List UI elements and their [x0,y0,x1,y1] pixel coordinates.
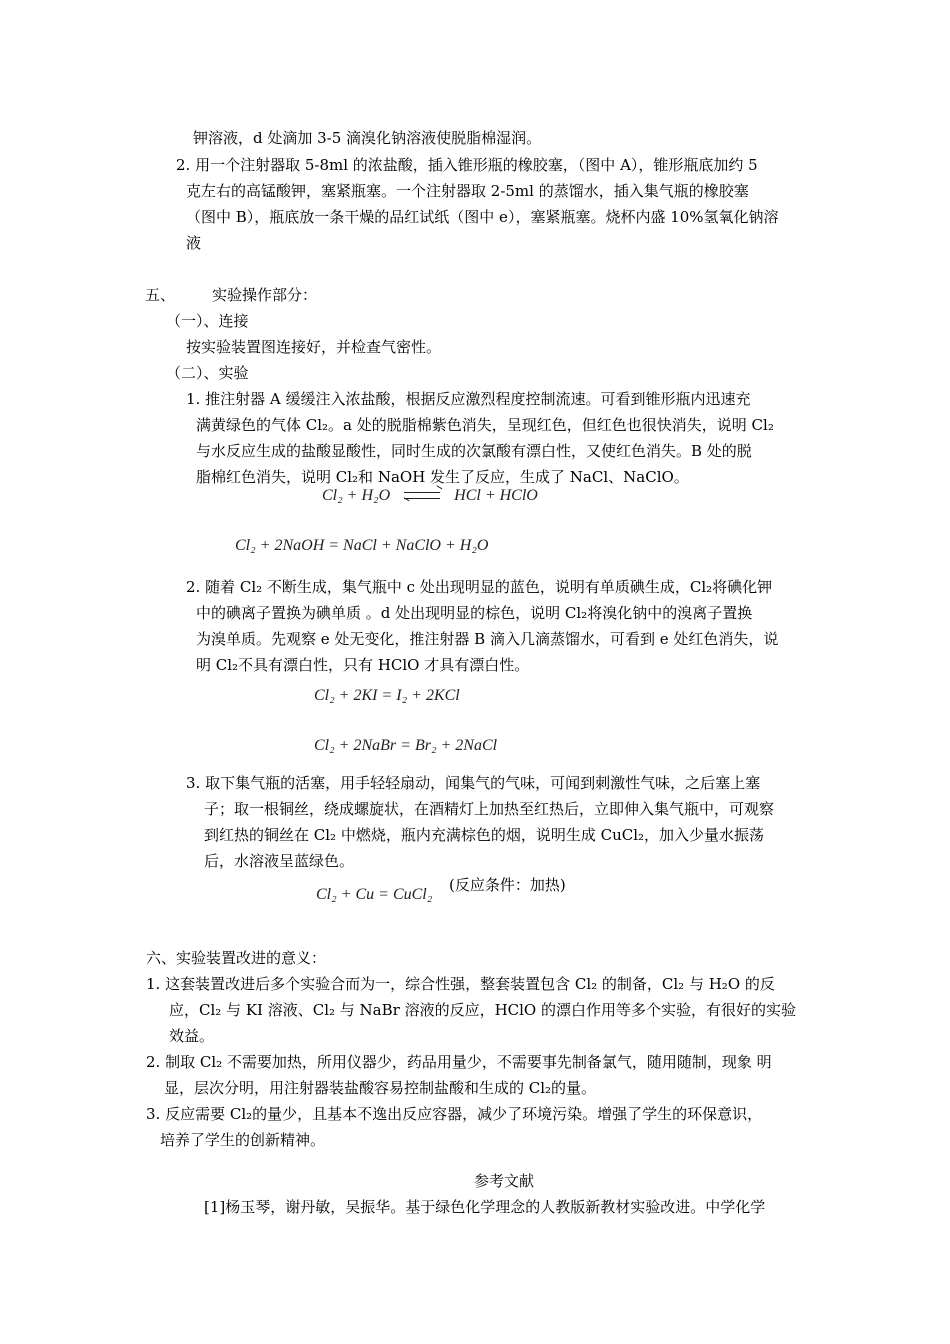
text-line: 到红热的铜丝在 Cl₂ 中燃烧，瓶内充满棕色的烟，说明生成 CuCl₂，加入少量水振荡 [204,826,765,844]
text-line: 显，层次分明，用注射器装盐酸容易控制盐酸和生成的 Cl₂的量。 [164,1079,597,1097]
section-number: 五、 [145,286,176,304]
text-line: 与水反应生成的盐酸显酸性，同时生成的次氯酸有漂白性，又使红色消失。B 处的脱 [196,442,752,460]
text-line: 脂棉红色消失，说明 Cl₂和 NaOH 发生了反应，生成了 NaCl、NaClO。 [196,468,689,486]
text-line: 液 [186,234,202,252]
equilibrium-arrow-icon [404,491,440,501]
equation: Cl₂ + 2KI = I₂ + 2KCl [314,687,460,704]
text-line: 3. 反应需要 Cl₂的量少，且基本不逸出反应容器，减少了环境污染。增强了学生的环保意识， [146,1105,763,1123]
equation-note: (反应条件：加热) [449,876,566,894]
text-line: 1. 推注射器 A 缓缓注入浓盐酸，根据反应激烈程度控制流速。可看到锥形瓶内迅速充 [186,390,751,408]
text-line: （图中 B），瓶底放一条干燥的品红试纸（图中 e），塞紧瓶塞。烧杯内盛 10%氢氧化钠溶 [186,208,779,226]
text-line: 子；取一根铜丝，绕成螺旋状，在酒精灯上加热至红热后，立即伸入集气瓶中，可观察 [204,800,775,818]
equation: Cl₂ + Cu = CuCl₂ [316,886,433,903]
text-line: 1. 这套装置改进后多个实验合而为一，综合性强，整套装置包含 Cl₂ 的制备，Cl₂ 与 H₂O 的反 [146,975,775,993]
text-line: 克左右的高锰酸钾，塞紧瓶塞。一个注射器取 2-5ml 的蒸馏水，插入集气瓶的橡胶塞 [186,182,749,200]
text-line: 2. 随着 Cl₂ 不断生成，集气瓶中 c 处出现明显的蓝色，说明有单质碘生成，Cl₂将碘化钾 [186,578,773,596]
text-line: 3. 取下集气瓶的活塞，用手轻轻扇动，闻集气的气味，可闻到刺激性气味，之后塞上塞 [186,774,761,792]
references-heading: 参考文献 [474,1172,535,1190]
equation: Cl₂ + 2NaOH = NaCl + NaClO + H₂O [235,537,489,554]
section-heading: 六、实验装置改进的意义： [146,949,327,967]
equation [322,487,538,505]
text-line: 满黄绿色的气体 Cl₂。a 处的脱脂棉紫色消失，呈现红色，但红色也很快消失，说明 Cl₂ [196,416,774,434]
equation: Cl₂ + 2NaBr = Br₂ + 2NaCl [314,737,498,754]
text-line: 为溴单质。先观察 e 处无变化，推注射器 B 滴入几滴蒸馏水，可看到 e 处红色消失，说 [196,630,779,648]
text-line: 后，水溶液呈蓝绿色。 [204,852,355,870]
equation-right: HCl + HClO [454,487,538,504]
subsection-heading: （二）、实验 [166,364,249,382]
text-line: 2. 制取 Cl₂ 不需要加热，所用仪器少，药品用量少，不需要事先制备氯气，随用随制，现象 明 [146,1053,772,1071]
text-line: 按实验装置图连接好，并检查气密性。 [186,338,442,356]
text-line: 效益。 [169,1027,215,1045]
text-line: 明 Cl₂不具有漂白性，只有 HClO 才具有漂白性。 [196,656,530,674]
subsection-heading: （一）、连接 [166,312,249,330]
text-line: 培养了学生的创新精神。 [160,1131,326,1149]
text-line: 应，Cl₂ 与 KI 溶液、Cl₂ 与 NaBr 溶液的反应，HClO 的漂白作用等多个实验，有很好的实验 [169,1001,797,1019]
reference-item: [1]杨玉琴，谢丹敏，吴振华。基于绿色化学理念的人教版新教材实验改进。中学化学 [204,1198,766,1216]
text-line: 2. 用一个注射器取 5-8ml 的浓盐酸，插入锥形瓶的橡胶塞，（图中 A），锥形瓶底加约 5 [176,156,758,174]
text-line: 中的碘离子置换为碘单质 。d 处出现明显的棕色，说明 Cl₂将溴化钠中的溴离子置换 [196,604,753,622]
section-heading: 实验操作部分： [212,286,318,304]
equation-left: Cl₂ + H₂O [322,487,391,504]
text-line: 钾溶液，d 处滴加 3-5 滴溴化钠溶液使脱脂棉湿润。 [193,129,542,147]
